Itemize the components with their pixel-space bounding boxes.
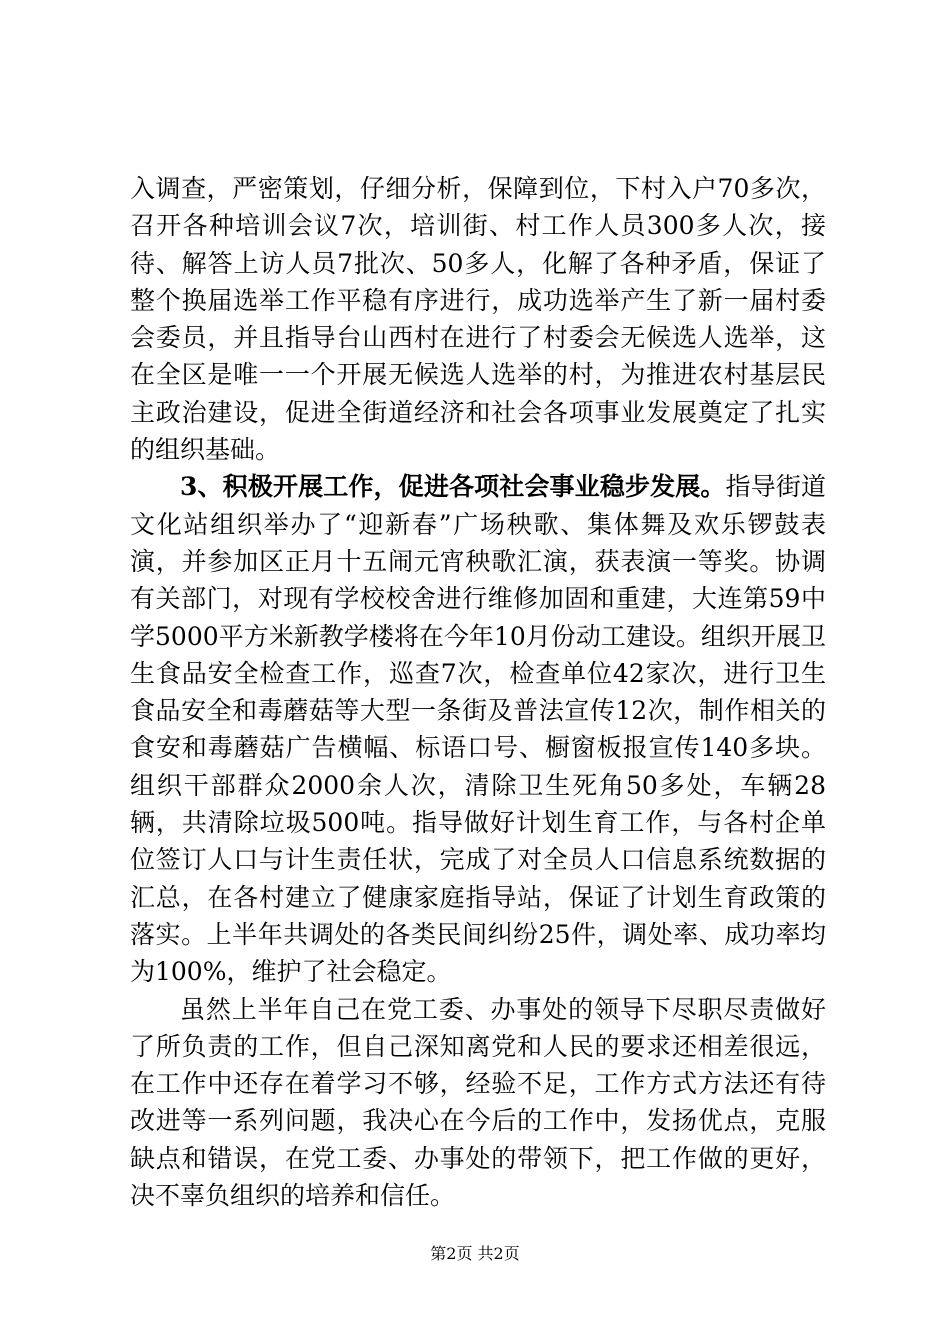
paragraph-text: 指导街道文化站组织举办了“迎新春”广场秧歌、集体舞及欢乐锣鼓表演，并参加区正月十五闹元宵秧歌汇演，获表演一等奖。协调有关部门，对现有学校校舍进行维修加固和重建，大连第59中学5000平方米新教学楼将在今年10月份动工建设。组织开展卫生食品安全检查工作，巡查7次，检查单位42家次，进行卫生食品安全和毒蘑菇等大型一条街及普法宣传12次，制作相关的食安和毒蘑菇广告横幅、标语口号、橱窗板报宣传140多块。组织干部群众2000余人次，清除卫生死角50多处，车辆28辆，共清除垃圾500吨。指导做好计划生育工作，与各村企单位签订人口与计生责任状，完成了对全员人口信息系统数据的汇总，在各村建立了健康家庭指导站，保证了计划生育政策的落实。上半年共调处的各类民间纠纷25件，调处率、成功率均为100%，维护了社会稳定。 [130, 472, 826, 987]
document-body [130, 170, 826, 1214]
paragraph-conclusion [130, 991, 826, 1215]
paragraph-text: 虽然上半年自己在党工委、办事处的领导下尽职尽责做好了所负责的工作，但自己深知离党和人民的要求还相差很远，在工作中还存在着学习不够，经验不足，工作方式方法还有待改进等一系列问题，我决心在今后的工作中，发扬优点，克服缺点和错误，在党工委、办事处的带领下，把工作做的更好，决不辜负组织的培养和信任。 [130, 994, 826, 1211]
section-heading: 3、积极开展工作，促进各项社会事业稳步发展。 [180, 472, 726, 502]
paragraph-social-affairs [130, 468, 826, 990]
paragraph-text: 入调查，严密策划，仔细分析，保障到位，下村入户70多次，召开各种培训会议7次，培训街、村工作人员300多人次，接待、解答上访人员7批次、50多人，化解了各种矛盾，保证了整个换届选举工作平稳有序进行，成功选举产生了新一届村委会委员，并且指导台山西村在进行了村委会无候选人选举，这在全区是唯一一个开展无候选人选举的村，为推进农村基层民主政治建设，促进全街道经济和社会各项事业发展奠定了扎实的组织基础。 [130, 174, 826, 465]
page-number: 第2页 共2页 [430, 1244, 520, 1263]
paragraph-continuation [130, 170, 826, 468]
page-footer [0, 1244, 950, 1264]
